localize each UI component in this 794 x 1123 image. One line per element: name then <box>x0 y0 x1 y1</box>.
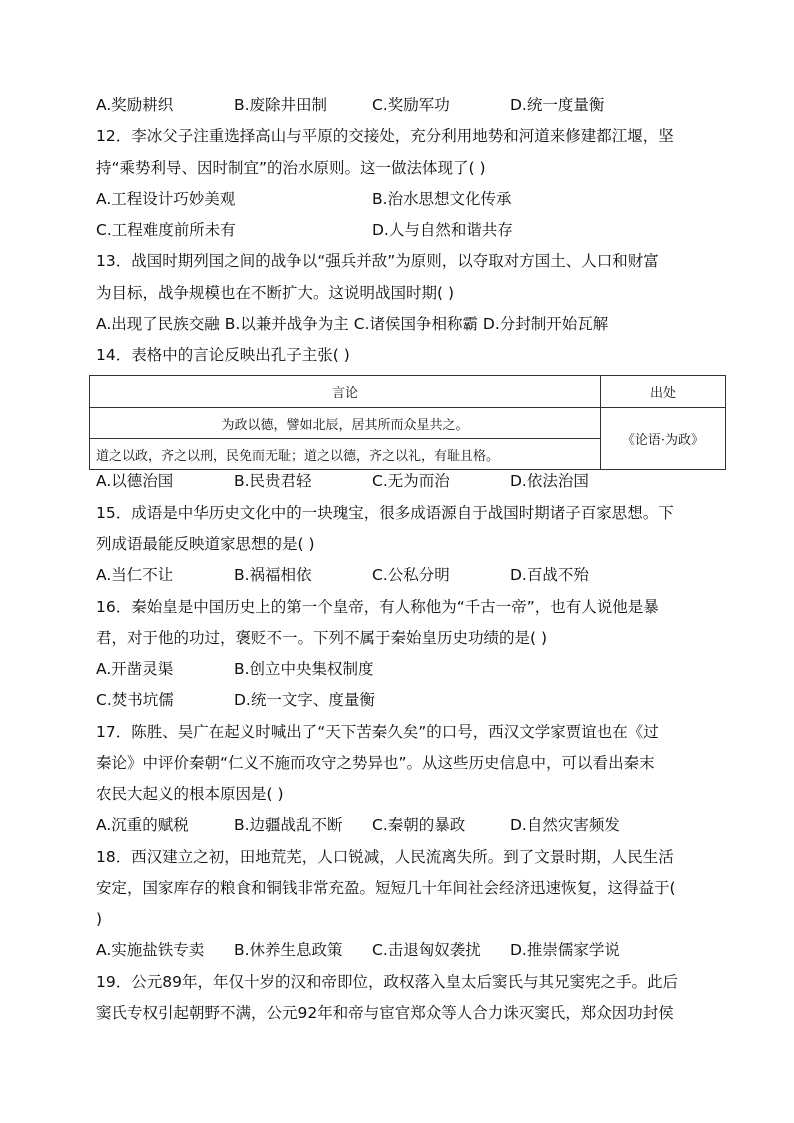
table-source-cell: 《论语·为政》 <box>601 408 726 470</box>
q14-option-b[interactable]: B.民贵君轻 <box>234 472 312 490</box>
q18-option-c[interactable]: C.击退匈奴袭扰 <box>372 941 481 959</box>
q13-options <box>96 309 706 340</box>
q17-stem-line: 农民大起义的根本原因是( ) <box>96 785 284 803</box>
q15-options <box>96 560 706 591</box>
q14-options <box>96 466 706 497</box>
table-quote-1: 为政以德，譬如北辰，居其所而众星共之。 <box>90 408 601 439</box>
q13-stem-line: 13．战国时期列国之间的战争以“强兵并敌”为原则，以夺取对方国土、人口和财富 <box>96 252 659 270</box>
q16-option-b[interactable]: B.创立中央集权制度 <box>234 660 374 678</box>
q16-stem-line: 16．秦始皇是中国历史上的第一个皇帝，有人称他为“千古一帝”，也有人说他是暴 <box>96 598 659 616</box>
q12-options-row <box>96 215 706 246</box>
q11-options <box>96 90 706 121</box>
table-header-quote: 言论 <box>90 376 601 408</box>
q13-stem-line: 为目标，战争规模也在不断扩大。这说明战国时期( ) <box>96 284 455 302</box>
q16-options-row <box>96 654 706 685</box>
q15-option-b[interactable]: B.祸福相依 <box>234 566 312 584</box>
q15-stem-line: 列成语最能反映道家思想的是( ) <box>96 535 315 553</box>
q18-option-d[interactable]: D.推崇儒家学说 <box>510 941 620 959</box>
q15-option-a[interactable]: A.当仁不让 <box>96 566 174 584</box>
q12-option-d[interactable]: D.人与自然和谐共存 <box>372 221 513 239</box>
q12-stem-line: 12．李冰父子注重选择高山与平原的交接处，充分利用地势和河道来修建都江堰，坚 <box>96 127 674 145</box>
table-quote-2: 道之以政，齐之以刑，民免而无耻；道之以德，齐之以礼，有耻且格。 <box>90 439 601 470</box>
q18-options <box>96 935 706 966</box>
q17-stem-line: 秦论》中评价秦朝“仁义不施而攻守之势异也”。从这些历史信息中，可以看出秦末 <box>96 754 655 772</box>
q14-option-d[interactable]: D.依法治国 <box>510 472 589 490</box>
q17-stem-line: 17．陈胜、吴广在起义时喊出了“天下苦秦久矣”的口号，西汉文学家贾谊也在《过 <box>96 723 659 741</box>
q13-option-c[interactable]: C.诸侯国争相称霸 <box>353 315 478 333</box>
q17-option-a[interactable]: A.沉重的赋税 <box>96 816 189 834</box>
q15-stem-line: 15．成语是中华历史文化中的一块瑰宝，很多成语源自于战国时期诸子百家思想。下 <box>96 504 674 522</box>
q14-option-c[interactable]: C.无为而治 <box>372 472 450 490</box>
q11-option-b[interactable]: B.废除井田制 <box>234 96 328 114</box>
q18-option-a[interactable]: A.实施盐铁专卖 <box>96 941 205 959</box>
q12-option-b[interactable]: B.治水思想文化传承 <box>372 190 512 208</box>
q12-option-c[interactable]: C.工程难度前所未有 <box>96 221 236 239</box>
q17-option-d[interactable]: D.自然灾害频发 <box>510 816 620 834</box>
q15-option-d[interactable]: D.百战不殆 <box>510 566 589 584</box>
table-header-source: 出处 <box>601 376 726 408</box>
q15-option-c[interactable]: C.公私分明 <box>372 566 450 584</box>
q16-option-d[interactable]: D.统一文字、度量衡 <box>234 691 375 709</box>
q17-option-c[interactable]: C.秦朝的暴政 <box>372 816 466 834</box>
q12-option-a[interactable]: A.工程设计巧妙美观 <box>96 190 236 208</box>
q11-option-a[interactable]: A.奖励耕织 <box>96 96 174 114</box>
q18-stem-line: ) <box>96 910 103 928</box>
q18-option-b[interactable]: B.休养生息政策 <box>234 941 343 959</box>
quote-table <box>89 375 726 470</box>
q17-option-b[interactable]: B.边疆战乱不断 <box>234 816 343 834</box>
q12-options-row <box>96 184 706 215</box>
q14-option-a[interactable]: A.以德治国 <box>96 472 174 490</box>
q13-option-d[interactable]: D.分封制开始瓦解 <box>482 315 609 333</box>
q13-option-b[interactable]: B.以兼并战争为主 <box>224 315 349 333</box>
q17-options <box>96 810 706 841</box>
q11-option-d[interactable]: D.统一度量衡 <box>510 96 605 114</box>
q18-stem-line: 18．西汉建立之初，田地荒芜，人口锐减，人民流离失所。到了文景时期，人民生活 <box>96 848 674 866</box>
q16-stem-line: 君，对于他的功过，褒贬不一。下列不属于秦始皇历史功绩的是( ) <box>96 629 548 647</box>
q19-stem-line: 窦氏专权引起朝野不满，公元92年和帝与宦官郑众等人合力诛灭窦氏，郑众因功封侯 <box>96 1004 674 1022</box>
q13-option-a[interactable]: A.出现了民族交融 <box>96 315 220 333</box>
q16-option-c[interactable]: C.焚书坑儒 <box>96 691 174 709</box>
q14-stem: 14．表格中的言论反映出孔子主张( ) <box>96 346 350 364</box>
q18-stem-line: 安定，国家库存的粮食和铜钱非常充盈。短短几十年间社会经济迅速恢复，这得益于( <box>96 879 676 897</box>
q16-option-a[interactable]: A.开凿灵渠 <box>96 660 174 678</box>
q12-stem-line: 持“乘势利导、因时制宜”的治水原则。这一做法体现了( ) <box>96 159 486 177</box>
q16-options-row <box>96 685 706 716</box>
q11-option-c[interactable]: C.奖励军功 <box>372 96 450 114</box>
q19-stem-line: 19．公元89年，年仅十岁的汉和帝即位，政权落入皇太后窦氏与其兄窦宪之手。此后 <box>96 973 678 991</box>
